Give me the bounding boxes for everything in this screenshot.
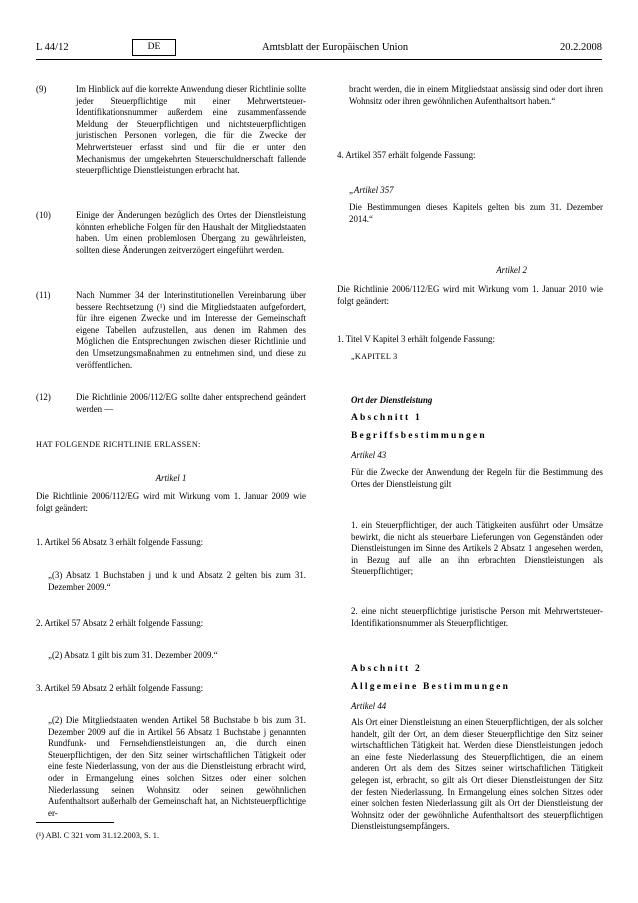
abschnitt-1-title: Begriffsbestimmungen xyxy=(351,431,487,441)
page-reference: L 44/12 xyxy=(36,42,69,53)
abschnitt-1: Abschnitt 1 xyxy=(351,413,422,423)
page-header xyxy=(36,42,602,56)
article-1-item-4: 4. Artikel 357 erhält folgende Fassung: xyxy=(337,150,476,160)
footnote-rule xyxy=(36,822,114,823)
footnote: (¹) ABl. C 321 vom 31.12.2003, S. 1. xyxy=(36,831,160,840)
article-357-title: „Artikel 357 xyxy=(349,185,394,195)
article-43-title: Artikel 43 xyxy=(351,450,387,460)
journal-title: Amtsblatt der Europäischen Union xyxy=(262,42,409,53)
abschnitt-2: Abschnitt 2 xyxy=(351,664,422,674)
document-page: L 44/12 DE Amtsblatt der Europäischen Union 20.2.2008 (9) Im Hinblick auf die korrekte Anwendung dieser Richtlinie sollte jeder Steuerpflichtige mit einer Mehrwertsteuer-Identifikationsnummer außerdem eine zusammenfassende Meldung der Steuerpflichtigen und nichtsteuerpflichtigen juristischen Personen vorlegen, die für die Zwecke der Mehrwertsteuer erfasst sind und für die er unter den Mechanismus der umgekehrten Steuerschuldnerschaft fallende steuerpflichtige Dienstleistungen erbracht hat. (10) Einige der Änderungen bezüglich des Ortes der Dienstleistung könnten erhebliche Folgen für den Haushalt der Mitgliedstaaten haben. Um einen problemlosen Übergang zu gewährleisten, sollten diese Änderungen zeitverzögert eingeführt werden. (11) Nach Nummer 34 der Interinstitutionellen Vereinbarung über bessere Rechtsetzung (¹) sind die Mitgliedstaaten aufgefordert, für ihre eigenen Zwecke und im Interesse der Gemeinschaft eigene Tabellen aufzustellen, aus denen im Rahmen des Möglichen die Entsprechungen zwischen dieser Richtlinie und den Umsetzungsmaßnahmen zu entnehmen sind, und diese zu veröffentlichen. (12) Die Richtlinie 2006/112/EG sollte daher entsprechend geändert werden — HAT FOLGENDE RICHTLINIE ERLASSEN: Artikel 1 Die Richtlinie 2006/112/EG wird mit Wirkung vom 1. Januar 2009 wie folgt geändert: 1. Artikel 56 Absatz 3 erhält folgende Fassung: „(3) Absatz 1 Buchstaben j und k und Absatz 2 gelten bis zum 31. Dezember 2009.“ 2. Artikel 57 Absatz 2 erhält folgende Fassung: „(2) Absatz 1 gilt bis zum 31. Dezember 2009.“ 3. Artikel 59 Absatz 2 erhält folgende Fassung: „(2) Die Mitgliedstaaten wenden Artikel 58 Buchstabe b bis zum 31. Dezember 2009 auf die in Artikel 56 Absatz 1 Buchstabe j genannten Rundfunk- und Fernsehdienstleistungen an, die durch einen Steuerpflichtigen, der den Sitz seiner wirtschaftlichen Tätigkeit oder eine feste Niederlassung, von der aus die Dienstleistung erbracht wird, oder in Ermangelung eines solchen Sitzes oder einer solchen Niederlassung seinen Wohnsitz oder seinen gewöhnlichen Aufenthaltsort außerhalb der Gemeinschaft hat, an Nichtsteuerpflichtige er- (¹) ABl. C 321 vom 31.12.2003, S. 1. bracht werden, die in einem Mitgliedstaat ansässig sind oder dort ihren Wohnsitz oder ihren gewöhnlichen Aufenthaltsort haben.“ 4. Artikel 357 erhält folgende Fassung: „Artikel 357 Die Bestimmungen dieses Kapitels gelten bis zum 31. Dezember 2014.“ Artikel 2 Die Richtlinie 2006/112/EG wird mit Wirkung vom 1. Januar 2010 wie folgt geändert: 1. Titel V Kapitel 3 erhält folgende Fassung: „KAPITEL 3 Ort der Dienstleistung Abschnitt 1 Begriffsbestimmungen Artikel 43 Für die Zwecke der Anwendung der Regeln für die Bestimmung des Ortes der Dienstleistung gilt 1. ein Steuerpflichtiger, der auch Tätigkeiten ausführt oder Umsätze bewirkt, die nicht als steuerbare Lieferungen von Gegenständen oder Dienstleistungen im Sinne des Artikels 2 Absatz 1 angesehen werden, in Bezug auf alle an ihn erbrachten Dienstleistungen als Steuerpflichtiger; 2. eine nicht steuerpflichtige juristische Person mit Mehrwertsteuer-Identifikationsnummer als Steuerpflichtiger. Abschnitt 2 Allgemeine Bestimmungen Artikel 44 Als Ort einer Dienstleistung an einen Steuerpflichtigen, der als solcher handelt, gilt der Ort, an dem dieser Steuerpflichtige den Sitz seiner wirtschaftlichen Tätigkeit hat. Werden diese Dienstleistungen jedoch an eine feste Niederlassung des Steuerpflichtigen, die an einem anderen Ort als dem des Sitzes seiner wirtschaftlichen Tätigkeit gelegen ist, erbracht, so gilt als Ort dieser Dienstleistungen der Sitz der festen Niederlassung. In Ermangelung eines solchen Sitzes oder einer solchen festen Niederlassung gilt als Ort der Dienstleistung der Wohnsitz oder der gewöhnliche Aufenthaltsort des steuerpflichtigen Dienstleistungsempfängers. xyxy=(0,0,638,903)
kapitel-label: „KAPITEL 3 xyxy=(351,352,398,361)
adoption-formula: HAT FOLGENDE RICHTLINIE ERLASSEN: xyxy=(36,440,201,449)
article-2-intro: Die Richtlinie 2006/112/EG wird mit Wirkung vom 1. Januar 2010 wie folgt geändert: xyxy=(337,284,603,306)
article-1-item-3: 3. Artikel 59 Absatz 2 erhält folgende Fassung: xyxy=(36,683,204,693)
article-2-item-1: 1. Titel V Kapitel 3 erhält folgende Fassung: xyxy=(337,334,495,344)
language-badge: DE xyxy=(132,39,176,56)
kapitel-title: Ort der Dienstleistung xyxy=(351,395,433,405)
article-1-item-2: 2. Artikel 57 Absatz 2 erhält folgende Fassung: xyxy=(36,618,204,628)
article-2-title: Artikel 2 xyxy=(496,265,527,275)
article-1-title: Artikel 1 xyxy=(155,473,187,483)
article-44-title: Artikel 44 xyxy=(351,701,387,711)
article-1-item-1: 1. Artikel 56 Absatz 3 erhält folgende Fassung: xyxy=(36,537,204,547)
header-rule xyxy=(36,59,602,60)
abschnitt-2-title: Allgemeine Bestimmungen xyxy=(351,682,511,692)
article-1-intro: Die Richtlinie 2006/112/EG wird mit Wirkung vom 1. Januar 2009 wie folgt geändert: xyxy=(36,491,306,513)
publication-date: 20.2.2008 xyxy=(560,42,602,53)
